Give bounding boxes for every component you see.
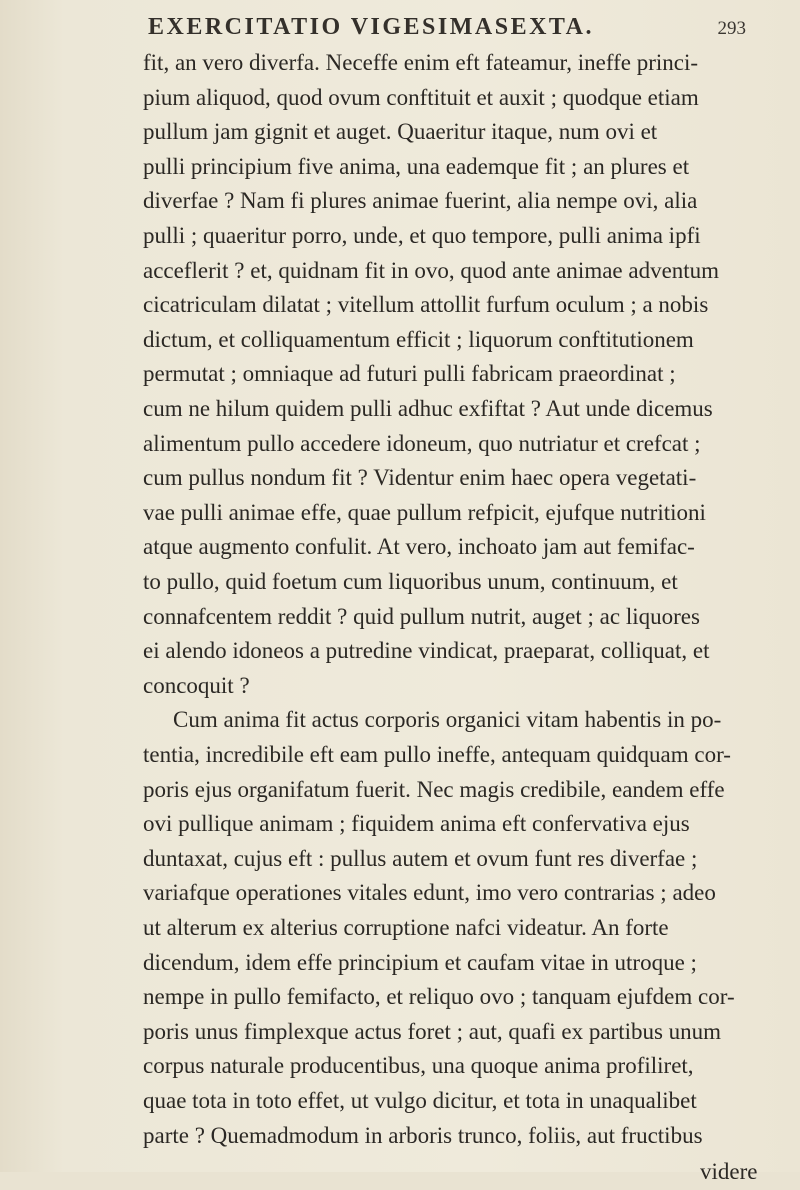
running-head: EXERCITATIO VIGESIMASEXTA. [148, 14, 594, 40]
text-line: pulli ; quaeritur porro, unde, et quo tempore, pulli anima ipfi [143, 223, 701, 248]
text-line: ut alterum ex alterius corruptione nafci videatur. An forte [143, 915, 669, 940]
text-line: pium aliquod, quod ovum conftituit et auxit ; quodque etiam [143, 84, 699, 110]
text-line: dictum, et colliquamentum efficit ; liquorum conftitutionem [143, 326, 694, 352]
text-line: poris unus fimplexque actus foret ; aut, quafi ex partibus unum [143, 1018, 722, 1044]
text-line: parte ? Quemadmodum in arboris trunco, foliis, aut fructibus [143, 1122, 703, 1148]
text-line: ei alendo idoneos a putredine vindicat, praeparat, colliquat, et [143, 638, 710, 664]
text-line: cum pullus nondum fit ? Videntur enim haec opera vegetati- [143, 465, 697, 491]
catchword: videre [700, 1159, 758, 1185]
text-line: duntaxat, cujus eft : pullus autem et ovum funt res diverfae ; [143, 845, 698, 871]
text-line: to pullo, quid foetum cum liquoribus unum, continuum, et [143, 569, 678, 594]
text-line: variafque operationes vitales edunt, imo vero contrarias ; adeo [143, 880, 716, 906]
text-line: vae pulli animae effe, quae pullum refpicit, ejufque nutritioni [143, 499, 706, 525]
text-line: diverfae ? Nam fi plures animae fuerint, alia nempe ovi, alia [143, 188, 698, 214]
text-line: nempe in pullo femifacto, et reliquo ovo ; tanquam ejufdem cor- [143, 984, 735, 1010]
text-line: ovi pullique animam ; fiquidem anima eft confervativa ejus [143, 811, 690, 837]
text-line: permutat ; omniaque ad futuri pulli fabricam praeordinat ; [143, 361, 676, 387]
text-line: acceflerit ? et, quidnam fit in ovo, quod ante animae adventum [143, 257, 720, 283]
paragraph-start-line: Cum anima fit actus corporis organici vitam habentis in po- [173, 707, 722, 733]
text-line: fit, an vero diverfa. Neceffe enim eft fateamur, ineffe princi- [143, 50, 699, 75]
text-line: dicendum, idem effe principium et caufam vitae in utroque ; [143, 949, 697, 975]
text-line: alimentum pullo accedere idoneum, quo nutriatur et crefcat ; [143, 430, 701, 456]
text-line: cum ne hilum quidem pulli adhuc exfiftat ? Aut unde dicemus [143, 396, 713, 421]
text-line: poris ejus organifatum fuerit. Nec magis credibile, eandem effe [143, 776, 725, 802]
text-line: concoquit ? [143, 672, 250, 698]
text-line: atque augmento confulit. At vero, inchoato jam aut femifac- [143, 534, 695, 560]
text-line: corpus naturale producentibus, una quoque anima profiliret, [143, 1053, 694, 1079]
text-line: pullum jam gignit et auget. Quaeritur itaque, num ovi et [143, 119, 658, 145]
text-line: quae tota in toto effet, ut vulgo dicitur, et tota in unaqualibet [143, 1088, 697, 1113]
text-line: connafcentem reddit ? quid pullum nutrit, auget ; ac liquores [143, 603, 700, 629]
page-number: 293 [717, 18, 746, 39]
text-line: tentia, incredibile eft eam pullo ineffe, antequam quidquam cor- [143, 742, 731, 767]
text-line: cicatriculam dilatat ; vitellum attollit furfum oculum ; a nobis [143, 292, 709, 318]
text-line: pulli principium five anima, una eademque fit ; an plures et [143, 153, 690, 179]
